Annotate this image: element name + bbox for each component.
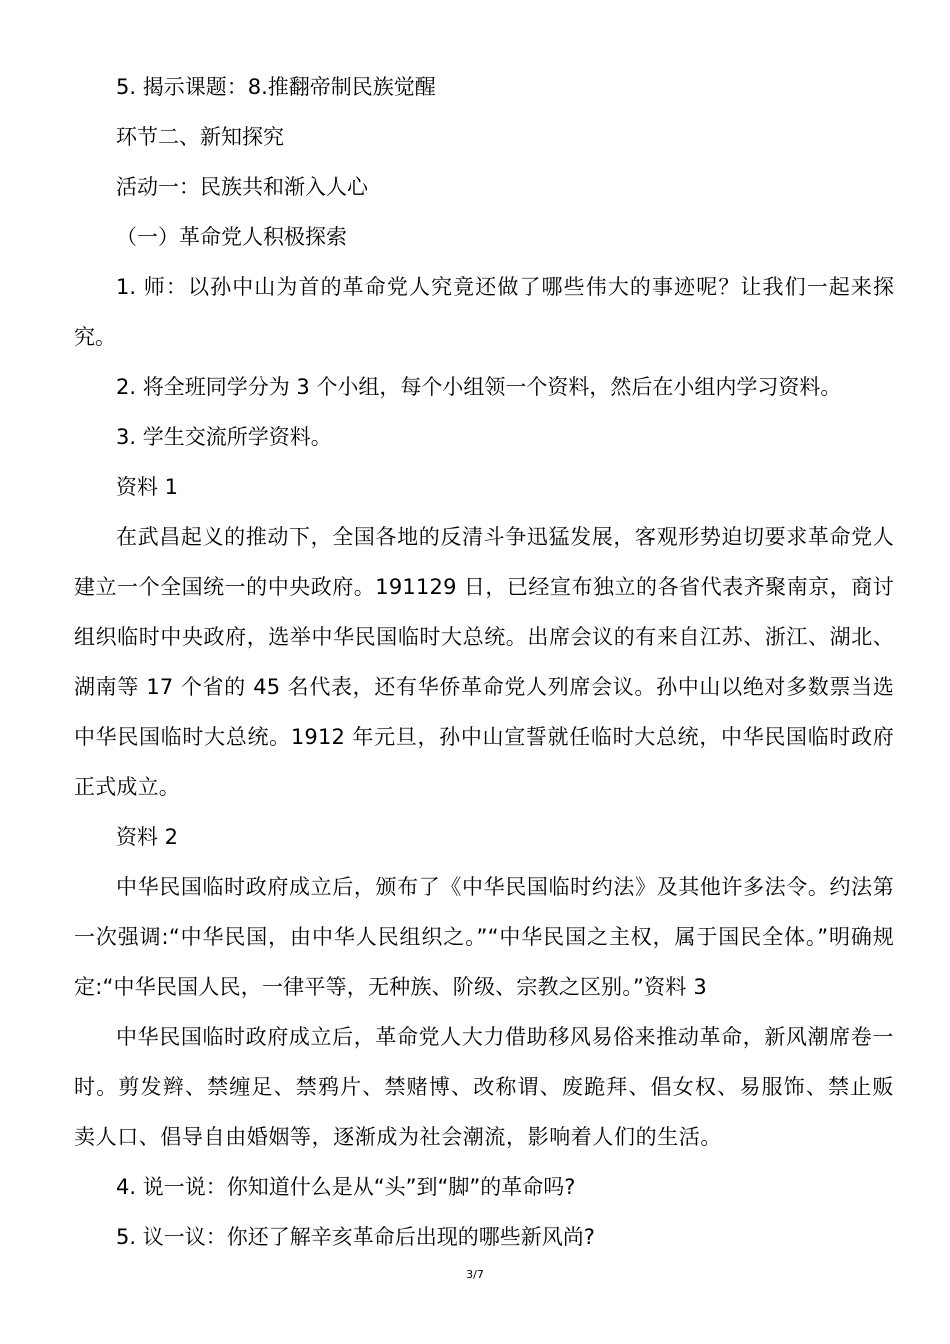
material-2-label: 资料 2 (116, 825, 179, 849)
step-teacher-question: 1. 师：以孙中山为首的革命党人究竟还做了哪些伟大的事迹呢？让我们一起来探究。 (74, 275, 894, 349)
step-reveal-topic: 5. 揭示课题：8.推翻帝制民族觉醒 (116, 75, 436, 99)
subsection-heading: （一）革命党人积极探索 (116, 225, 347, 249)
material-1-paragraph: 在武昌起义的推动下，全国各地的反清斗争迅猛发展，客观形势迫切要求革命党人建立一个全国统一的中央政府。191129 日，已经宣布独立的各省代表齐聚南京，商讨组织临时中央政府，选举中华民国临时大总统。出席会议的有来自江苏、浙江、湖北、湖南等 17 个省的 45 名代表，还有华侨革命党人列席会议。孙中山以绝对多数票当选中华民国临时大总统。1912 年元旦，孙中山宣誓就任临时大总统，中华民国临时政府正式成立。 (74, 525, 894, 799)
document-body (74, 62, 894, 1262)
activity-heading: 活动一：民族共和渐入人心 (116, 175, 368, 199)
section-heading-new-knowledge: 环节二、新知探究 (116, 125, 284, 149)
material-2-paragraph: 中华民国临时政府成立后，颁布了《中华民国临时约法》及其他许多法令。约法第一次强调:“中华民国，由中华人民组织之。”“中华民国之主权，属于国民全体。”明确规定:“中华民国人民，一律平等，无种族、阶级、宗教之区别。”资料 3 (74, 875, 894, 999)
step-discuss-new-customs: 5. 议一议：你还了解辛亥革命后出现的哪些新风尚? (116, 1225, 595, 1249)
step-student-exchange: 3. 学生交流所学资料。 (116, 425, 332, 449)
material-3-paragraph: 中华民国临时政府成立后，革命党人大力借助移风易俗来推动革命，新风潮席卷一时。剪发辫、禁缠足、禁鸦片、禁赌博、改称谓、废跪拜、倡女权、易服饰、禁止贩卖人口、倡导自由婚姻等，逐渐成为社会潮流，影响着人们的生活。 (74, 1025, 894, 1149)
step-discuss-revolution: 4. 说一说：你知道什么是从“头”到“脚”的革命吗? (116, 1175, 576, 1199)
page-number: 3/7 (466, 1268, 484, 1281)
step-group-division: 2. 将全班同学分为 3 个小组，每个小组领一个资料，然后在小组内学习资料。 (116, 375, 842, 399)
material-1-label: 资料 1 (116, 475, 179, 499)
